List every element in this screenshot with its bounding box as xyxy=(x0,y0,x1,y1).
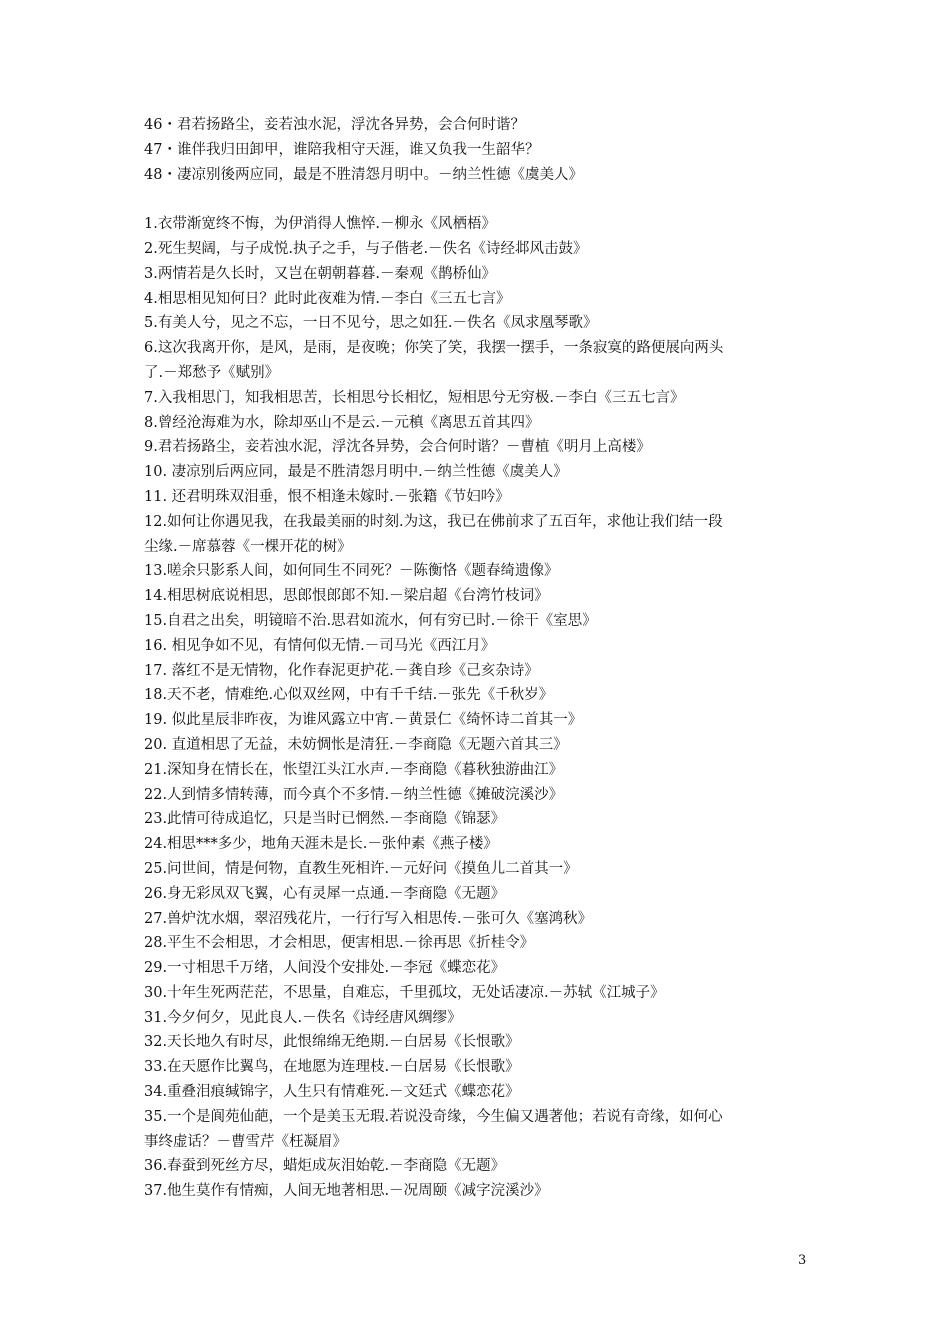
text-line: 26.身无彩凤双飞翼，心有灵犀一点通.－李商隐《无题》 xyxy=(144,885,506,902)
text-line: 21.深知身在情长在，怅望江头江水声.－李商隐《暮秋独游曲江》 xyxy=(144,761,564,778)
text-line: 28.平生不会相思，才会相思，便害相思.－徐再思《折桂令》 xyxy=(144,935,535,952)
text-line: 48・凄凉别後两应同，最是不胜清怨月明中。－纳兰性德《虞美人》 xyxy=(144,166,583,183)
page-number: 3 xyxy=(798,1253,807,1268)
text-line: 4.相思相见知何日？此时此夜难为情.－李白《三五七言》 xyxy=(144,290,511,307)
text-line: 23.此情可待成追忆，只是当时已惘然.－李商隐《锦瑟》 xyxy=(144,811,506,828)
text-line: 17. 落红不是无情物，化作春泥更护花.－龚自珍《己亥杂诗》 xyxy=(144,662,539,679)
text-line: 了.－郑愁予《赋别》 xyxy=(144,364,280,381)
text-line: 13.嗟余只影系人间，如何同生不同死？－陈衡恪《题春绮遗像》 xyxy=(144,563,559,580)
text-line: 34.重叠泪痕缄锦字，人生只有情难死.－文廷式《蝶恋花》 xyxy=(144,1084,520,1101)
text-line: 47・谁伴我归田卸甲，谁陪我相守天涯，谁又负我一生韶华？ xyxy=(144,141,540,158)
text-line: 3.两情若是久长时，又岂在朝朝暮暮.－秦观《鹊桥仙》 xyxy=(144,265,496,282)
text-line: 尘缘.－席慕蓉《一棵开花的树》 xyxy=(144,538,352,555)
text-line: 1.衣带渐宽终不悔，为伊消得人憔悴.－柳永《风栖梧》 xyxy=(144,216,496,233)
text-line: 30.十年生死两茫茫，不思量，自难忘，千里孤坟，无处话凄凉.－苏轼《江城子》 xyxy=(144,984,665,1001)
text-line: 20. 直道相思了无益，未妨惆怅是清狂.－李商隐《无题六首其三》 xyxy=(144,736,568,753)
text-line: 2.死生契阔，与子成悦.执子之手，与子偕老.－佚名《诗经邶风击鼓》 xyxy=(144,240,588,257)
text-line: 31.今夕何夕，见此良人.－佚名《诗经唐风绸缪》 xyxy=(144,1009,462,1026)
text-line: 10. 凄凉别后两应同，最是不胜清怨月明中.－纳兰性德《虞美人》 xyxy=(144,464,568,481)
text-line: 37.他生莫作有情痴，人间无地著相思.－况周颐《减字浣溪沙》 xyxy=(144,1183,549,1200)
text-line: 18.天不老，情难绝.心似双丝网，中有千千结.－张先《千秋岁》 xyxy=(144,687,554,704)
text-line: 15.自君之出矣，明镜暗不治.思君如流水，何有穷已时.－徐干《室思》 xyxy=(144,612,597,629)
text-line: 25.问世间，情是何物，直教生死相许.－元好问《摸鱼儿二首其一》 xyxy=(144,860,578,877)
text-line: 6.这次我离开你，是风，是雨，是夜晚；你笑了笑，我摆一摆手，一条寂寞的路便展向两头 xyxy=(144,340,724,357)
text-line: 35.一个是阆苑仙葩，一个是美玉无瑕.若说没奇缘，今生偏又遇著他；若说有奇缘，如何心 xyxy=(144,1108,723,1125)
text-line: 16. 相见争如不见，有情何似无情.－司马光《西江月》 xyxy=(144,637,496,654)
text-line: 事终虚话？－曹雪芹《枉凝眉》 xyxy=(144,1133,347,1150)
text-line: 29.一寸相思千万绪，人间没个安排处.－李冠《蝶恋花》 xyxy=(144,960,506,977)
text-line: 36.春蚕到死丝方尽，蜡炬成灰泪始乾.－李商隐《无题》 xyxy=(144,1158,506,1175)
text-line: 5.有美人兮，见之不忘，一日不见兮，思之如狂.－佚名《凤求凰琴歌》 xyxy=(144,315,598,332)
text-line: 12.如何让你遇见我，在我最美丽的时刻.为这，我已在佛前求了五百年，求他让我们结一段 xyxy=(144,513,723,530)
text-line: 33.在天愿作比翼鸟，在地愿为连理枝.－白居易《长恨歌》 xyxy=(144,1059,520,1076)
text-line: 9.君若扬路尘，妾若浊水泥，浮沈各异势，会合何时谐？－曹植《明月上高楼》 xyxy=(144,439,651,456)
text-line: 19. 似此星辰非昨夜，为谁风露立中宵.－黄景仁《绮怀诗二首其一》 xyxy=(144,712,583,729)
text-line: 7.入我相思门，知我相思苦，长相思兮长相忆，短相思兮无穷极.－李白《三五七言》 xyxy=(144,389,685,406)
text-line: 32.天长地久有时尽，此恨绵绵无绝期.－白居易《长恨歌》 xyxy=(144,1034,520,1051)
text-line: 14.相思树底说相思，思郎恨郎郎不知.－梁启超《台湾竹枝词》 xyxy=(144,588,549,605)
paragraph-gap xyxy=(144,187,814,212)
text-line: 11. 还君明珠双泪垂，恨不相逢未嫁时.－张籍《节妇吟》 xyxy=(144,488,510,505)
text-line: 22.人到情多情转薄，而今真个不多情.－纳兰性德《摊破浣溪沙》 xyxy=(144,786,564,803)
text-line: 24.相思***多少，地角天涯未是长.－张仲素《燕子楼》 xyxy=(144,836,498,853)
document-body xyxy=(144,113,814,1204)
text-line: 27.兽炉沈水烟，翠沼残花片，一行行写入相思传.－张可久《塞鸿秋》 xyxy=(144,910,593,927)
text-line: 46・君若扬路尘，妾若浊水泥，浮沈各异势，会合何时谐？ xyxy=(144,117,525,133)
text-line: 8.曾经沧海难为水，除却巫山不是云.－元稹《离思五首其四》 xyxy=(144,414,540,431)
